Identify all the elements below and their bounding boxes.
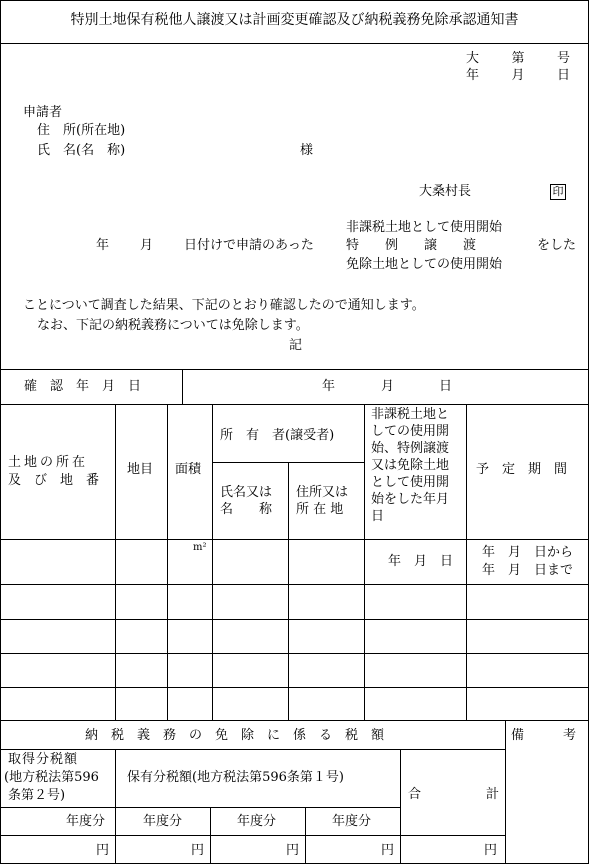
doc-date — [466, 69, 570, 82]
doc-date-month: 月 — [511, 68, 525, 83]
header-start-date-3: 始、特例譲渡 — [371, 441, 450, 456]
biko-label: 備 考 — [511, 728, 577, 743]
holding-tax-label: 保有分税額(地方税法第596条第１号) — [127, 770, 344, 785]
page-title: 特別土地保有税他人譲渡又は計画変更確認及び納税義務免除承認通知書 — [70, 12, 519, 28]
body-year: 年 — [96, 238, 110, 253]
rule — [115, 404, 116, 720]
nendo-label: 年度分 — [237, 814, 277, 829]
header-land-location: 土地の所在 — [8, 455, 89, 470]
rule — [0, 835, 505, 836]
acquisition-tax-1: 取得分税額 — [8, 752, 79, 767]
rule — [0, 369, 589, 370]
rule — [210, 807, 211, 864]
yen-label: 円 — [191, 843, 205, 858]
rule — [0, 539, 589, 540]
header-start-date-7: 日 — [371, 509, 385, 524]
rule — [466, 404, 467, 720]
nendo-label: 年度分 — [66, 814, 106, 829]
rule — [0, 43, 589, 44]
body-line-2: なお、下記の納税義務については免除します。 — [37, 318, 309, 333]
rule — [0, 749, 505, 750]
acquisition-tax-2: (地方税法第596 — [4, 770, 99, 785]
header-start-date-6: 始をした年月 — [371, 492, 450, 507]
rule — [0, 807, 400, 808]
nendo-label: 年度分 — [332, 814, 372, 829]
yen-label: 円 — [96, 843, 110, 858]
header-start-date-2: しての使用開 — [371, 424, 450, 439]
header-start-date-5: として使用開 — [371, 475, 450, 490]
header-owner-addr-1: 住所又は — [296, 485, 349, 500]
row-period-from: 年 月 日から — [482, 545, 574, 560]
confirm-year: 年 — [322, 379, 336, 394]
header-period: 予 定 期 間 — [476, 462, 568, 477]
header-start-date-4: 又は免除土地 — [371, 458, 450, 473]
yen-label: 円 — [286, 843, 300, 858]
confirm-date-label: 確 認 年 月 日 — [24, 379, 142, 394]
rule — [0, 619, 589, 620]
seal-mark: 印 — [550, 184, 566, 200]
row-start-date: 年 月 日 — [388, 554, 454, 569]
nendo-label: 年度分 — [143, 814, 183, 829]
applicant-address-label: 住 所(所在地) — [37, 123, 126, 138]
body-day-text: 日付けで申請のあった — [184, 238, 314, 253]
header-owner-addr-2: 所 在 地 — [296, 502, 344, 517]
body-wo-shita: をした — [537, 238, 577, 253]
total-label: 合 計 — [408, 787, 500, 802]
body-option-1: 非課税土地として使用開始 — [346, 220, 503, 235]
header-owner-name-2: 名 称 — [220, 502, 273, 517]
rule — [288, 462, 289, 720]
confirm-day: 日 — [439, 379, 453, 394]
area-unit: m² — [193, 542, 207, 553]
header-menseki: 面積 — [175, 462, 202, 477]
doc-number-dai: 第 — [511, 51, 525, 66]
doc-date-day: 日 — [556, 68, 570, 83]
rule — [115, 749, 116, 864]
header-land-number: 及 び 地 番 — [8, 473, 100, 488]
tax-section-title: 納 税 義 務 の 免 除 に 係 る 税 額 — [85, 728, 385, 743]
rule — [0, 404, 589, 405]
acquisition-tax-3: 条第２号) — [8, 788, 66, 803]
row-period-to: 年 月 日まで — [482, 563, 574, 578]
body-line-1: ことについて調査した結果、下記のとおり確認したので通知します。 — [23, 298, 425, 313]
header-start-date-1: 非課税土地と — [371, 407, 450, 422]
doc-date-year: 年 — [466, 68, 480, 83]
rule — [400, 749, 401, 864]
header-chimoku: 地目 — [127, 462, 154, 477]
rule — [182, 369, 183, 404]
rule — [0, 653, 589, 654]
rule — [212, 404, 213, 720]
doc-number-go: 号 — [556, 51, 570, 66]
applicant-label: 申請者 — [23, 105, 63, 120]
ki-mark: 記 — [289, 338, 303, 353]
rule — [0, 687, 589, 688]
body-option-3: 免除土地としての使用開始 — [346, 257, 503, 272]
header-owner-name-1: 氏名又は — [220, 485, 273, 500]
doc-number — [466, 52, 570, 65]
confirm-month: 月 — [381, 379, 395, 394]
rule — [167, 404, 168, 720]
yen-label: 円 — [381, 843, 395, 858]
header-owner: 所 有 者(譲受者) — [220, 428, 335, 443]
rule — [0, 584, 589, 585]
rule — [305, 807, 306, 864]
applicant-name-label: 氏 名(名 称) — [37, 143, 126, 158]
doc-number-era: 大 — [466, 51, 480, 66]
yen-label: 円 — [484, 843, 498, 858]
rule — [0, 720, 589, 721]
issuer-name: 大桑村長 — [419, 184, 472, 199]
body-month: 月 — [140, 238, 154, 253]
body-option-2: 特 例 譲 渡 — [346, 238, 477, 253]
rule — [364, 404, 365, 720]
rule — [505, 720, 506, 864]
honorific-sama: 様 — [300, 143, 314, 158]
